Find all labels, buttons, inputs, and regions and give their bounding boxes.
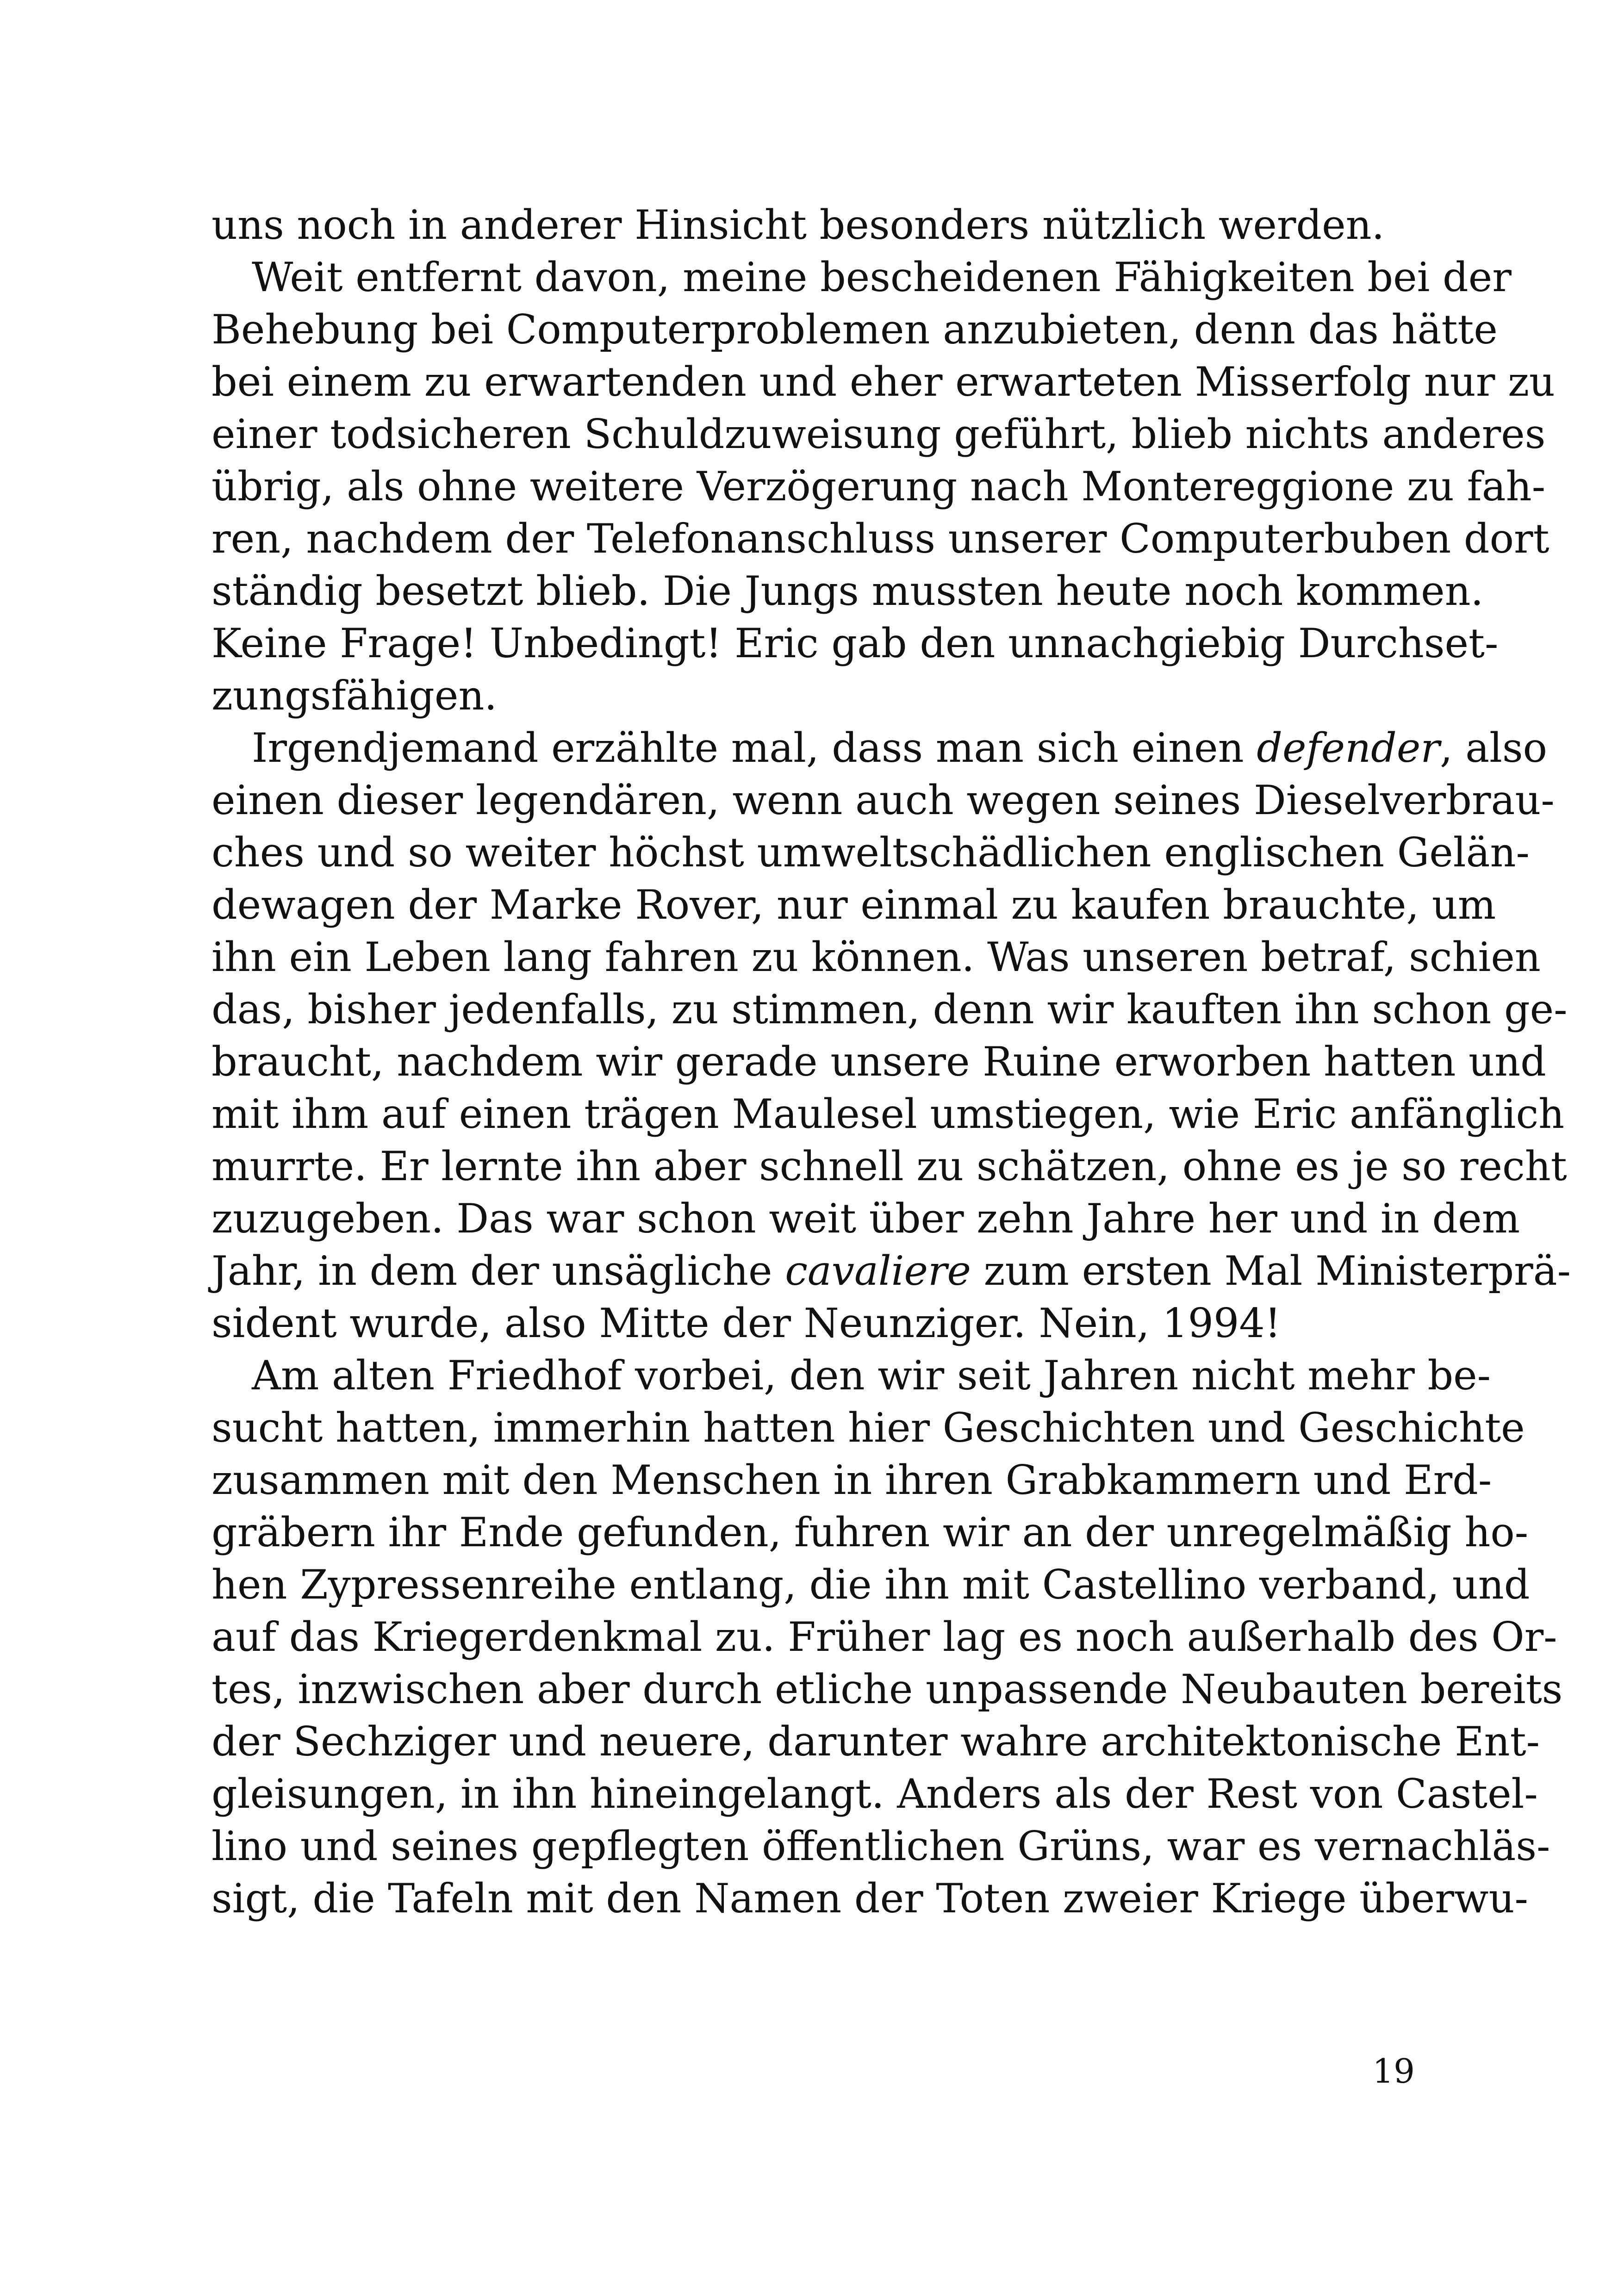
text-line: übrig, als ohne weitere Verzögerung nach Montereggione zu fah- (212, 463, 1546, 510)
text-line: sigt, die Tafeln mit den Namen der Toten zweier Kriege überwu- (212, 1875, 1528, 1922)
text-line: lino und seines gepflegten öffentlichen Grüns, war es vernachläs- (212, 1823, 1550, 1870)
text-line: Behebung bei Computerproblemen anzubieten, denn das hätte (212, 306, 1498, 353)
text-line: hen Zypressenreihe entlang, die ihn mit Castellino verband, und (212, 1561, 1530, 1608)
italic-term: cavaliere (785, 1247, 971, 1294)
text-line: zuzugeben. Das war schon weit über zehn Jahre her und in dem (212, 1195, 1520, 1242)
text-line: bei einem zu erwartenden und eher erwarteten Misserfolg nur zu (212, 358, 1555, 405)
text-line: braucht, nachdem wir gerade unsere Ruine erworben hatten und (212, 1038, 1546, 1085)
text-line: dewagen der Marke Rover, nur einmal zu kaufen brauchte, um (212, 881, 1496, 928)
text-line: auf das Kriegerdenkmal zu. Früher lag es noch außerhalb des Or- (212, 1613, 1557, 1661)
text-line: zusammen mit den Menschen in ihren Grabkammern und Erd- (212, 1456, 1492, 1504)
text-line: Weit entfernt davon, meine bescheidenen Fähigkeiten bei der (252, 254, 1512, 301)
text-segment: Irgendjemand erzählte mal, dass man sich einen (252, 724, 1257, 772)
page-number: 19 (1372, 2052, 1415, 2091)
text-line (212, 722, 1547, 774)
text-line: sident wurde, also Mitte der Neunziger. Nein, 1994! (212, 1300, 1281, 1347)
text-line: ches und so weiter höchst umweltschädlichen englischen Gelän- (212, 829, 1530, 876)
text-line: zungsfähigen. (212, 672, 498, 719)
body-text (212, 199, 1571, 1925)
text-line: einen dieser legendären, wenn auch wegen seines Dieselverbrau- (212, 777, 1555, 824)
italic-term: defender (1257, 724, 1440, 772)
text-line: Keine Frage! Unbedingt! Eric gab den unnachgiebig Durchset- (212, 620, 1499, 667)
text-line: einer todsicheren Schuldzuweisung geführt, blieb nichts anderes (212, 411, 1546, 458)
text-line: ihn ein Leben lang fahren zu können. Was unseren betraf, schien (212, 933, 1541, 981)
text-segment: , also (1439, 724, 1547, 772)
text-line: sucht hatten, immerhin hatten hier Geschichten und Geschichte (212, 1404, 1525, 1451)
text-line: gleisungen, in ihn hineingelangt. Anders als der Rest von Castel- (212, 1770, 1538, 1817)
text-line: uns noch in anderer Hinsicht besonders nützlich werden. (212, 201, 1385, 249)
text-line: mit ihm auf einen trägen Maulesel umstiegen, wie Eric anfänglich (212, 1090, 1565, 1138)
text-line: ständig besetzt blieb. Die Jungs mussten heute noch kommen. (212, 567, 1484, 615)
text-line: der Sechziger und neuere, darunter wahre architektonische Ent- (212, 1718, 1540, 1765)
text-line (212, 1245, 1571, 1297)
text-segment: zum ersten Mal Ministerprä- (971, 1247, 1571, 1294)
text-line: tes, inzwischen aber durch etliche unpassende Neubauten bereits (212, 1666, 1563, 1713)
text-line: Am alten Friedhof vorbei, den wir seit Jahren nicht mehr be- (252, 1352, 1491, 1399)
text-line: ren, nachdem der Telefonanschluss unserer Computerbuben dort (212, 515, 1550, 562)
text-line: gräbern ihr Ende gefunden, fuhren wir an der unregelmäßig ho- (212, 1509, 1529, 1556)
text-line: das, bisher jedenfalls, zu stimmen, denn wir kauften ihn schon ge- (212, 986, 1568, 1033)
text-segment: Jahr, in dem der unsägliche (212, 1247, 785, 1294)
text-line: murrte. Er lernte ihn aber schnell zu schätzen, ohne es je so recht (212, 1143, 1567, 1190)
